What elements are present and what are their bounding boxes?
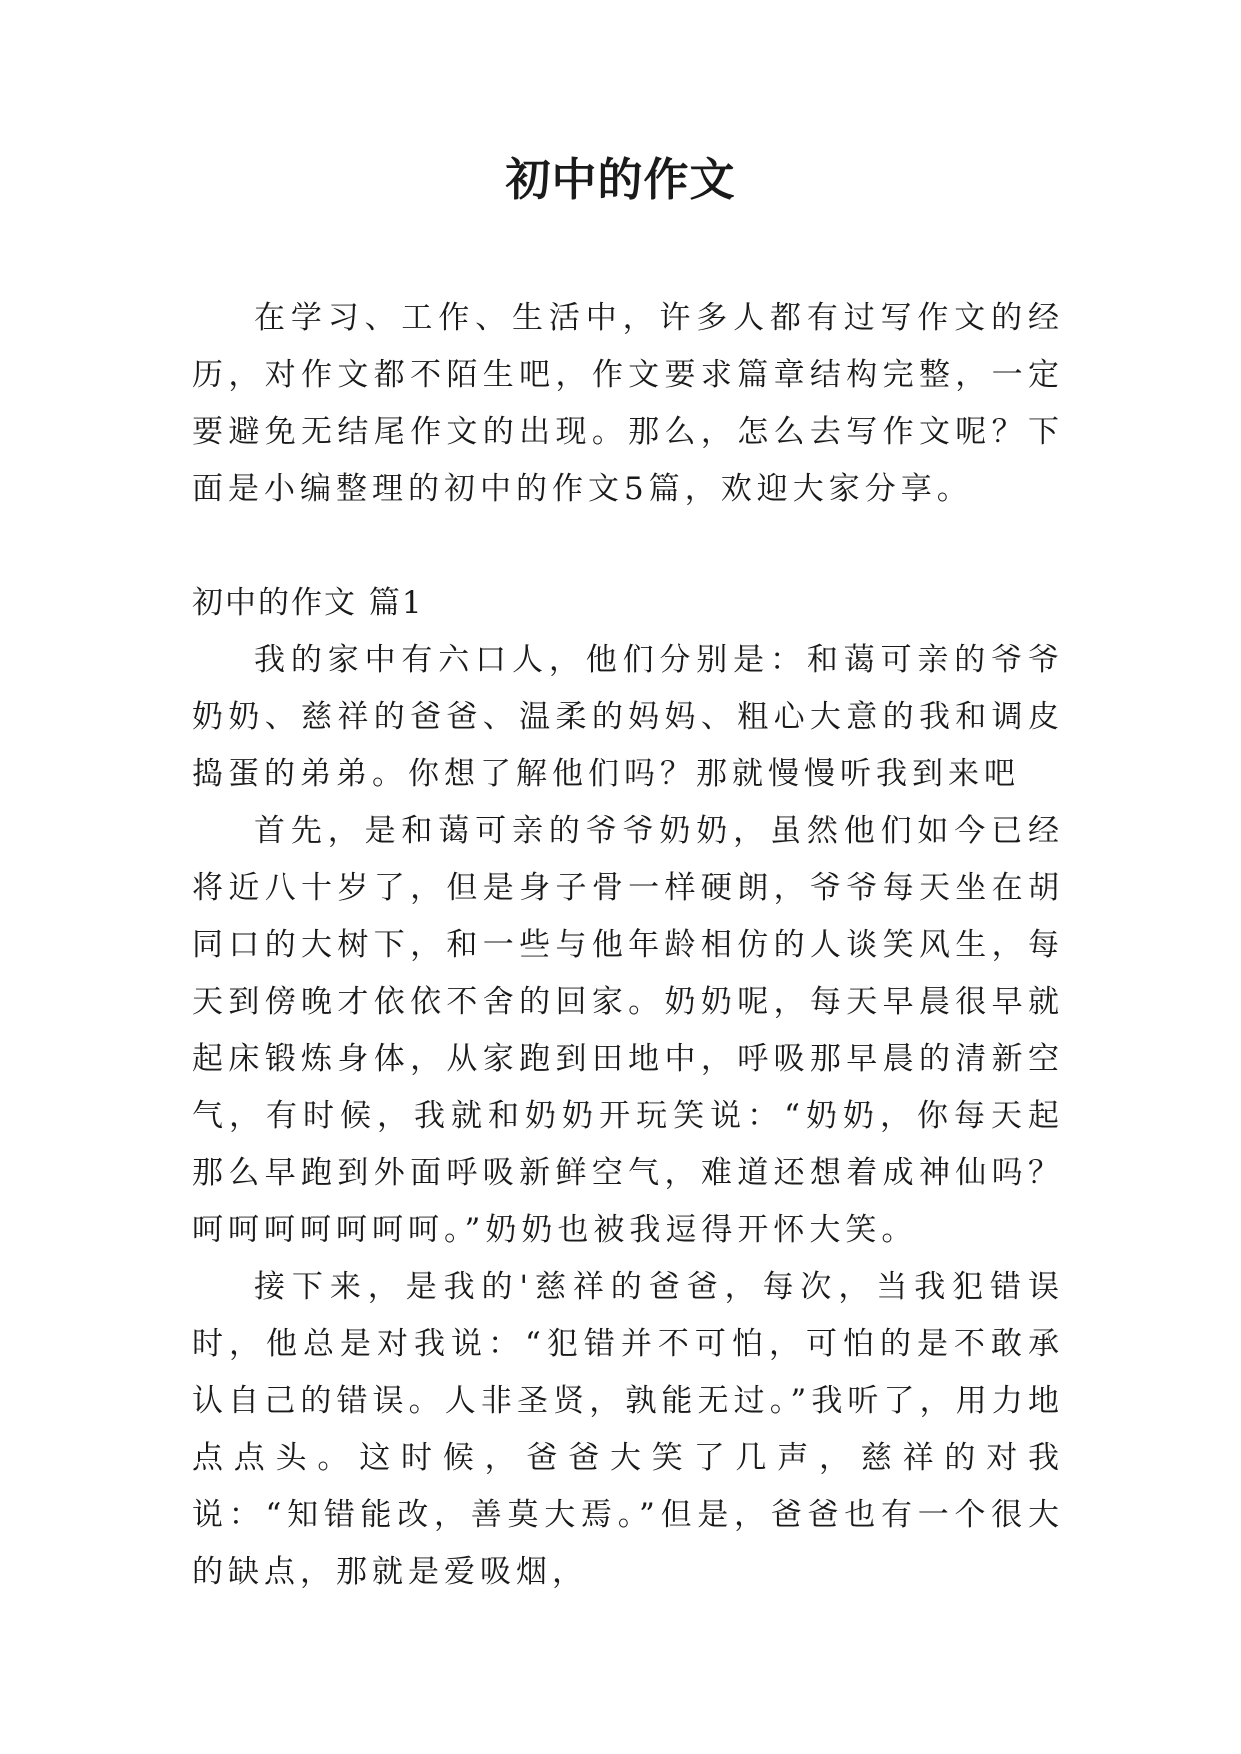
- body-paragraph-3: 接下来，是我的'慈祥的爸爸，每次，当我犯错误时，他总是对我说：“犯错并不可怕，可怕的是不敢承认自己的错误。人非圣贤，孰能无过。”我听了，用力地点点头。这时候，爸爸大笑了几声，慈祥的对我说：“知错能改，善莫大焉。”但是，爸爸也有一个很大的缺点，那就是爱吸烟，: [192, 1269, 1064, 1590]
- body-paragraph-2: 首先，是和蔼可亲的爷爷奶奶，虽然他们如今已经将近八十岁了，但是身子骨一样硬朗，爷爷每天坐在胡同口的大树下，和一些与他年龄相仿的人谈笑风生，每天到傍晚才依依不舍的回家。奶奶呢，每天早晨很早就起床锻炼身体，从家跑到田地中，呼吸那早晨的清新空气，有时候，我就和奶奶开玩笑说：“奶奶，你每天起那么早跑到外面呼吸新鲜空气，难道还想着成神仙吗？呵呵呵呵呵呵呵。”奶奶也被我逗得开怀大笑。: [192, 813, 1064, 1248]
- document-title: 初中的作文: [505, 153, 736, 206]
- body-paragraph-1: 我的家中有六口人，他们分别是：和蔼可亲的爷爷奶奶、慈祥的爸爸、温柔的妈妈、粗心大意的我和调皮捣蛋的弟弟。你想了解他们吗？那就慢慢听我到来吧: [192, 642, 1064, 792]
- section-heading: 初中的作文 篇1: [192, 585, 424, 621]
- spacer: [192, 518, 1064, 575]
- document-body: [192, 290, 1064, 1601]
- intro-paragraph: 在学习、工作、生活中，许多人都有过写作文的经历，对作文都不陌生吧，作文要求篇章结构完整，一定要避免无结尾作文的出现。那么，怎么去写作文呢？下面是小编整理的初中的作文5篇，欢迎大家分享。: [192, 300, 1064, 507]
